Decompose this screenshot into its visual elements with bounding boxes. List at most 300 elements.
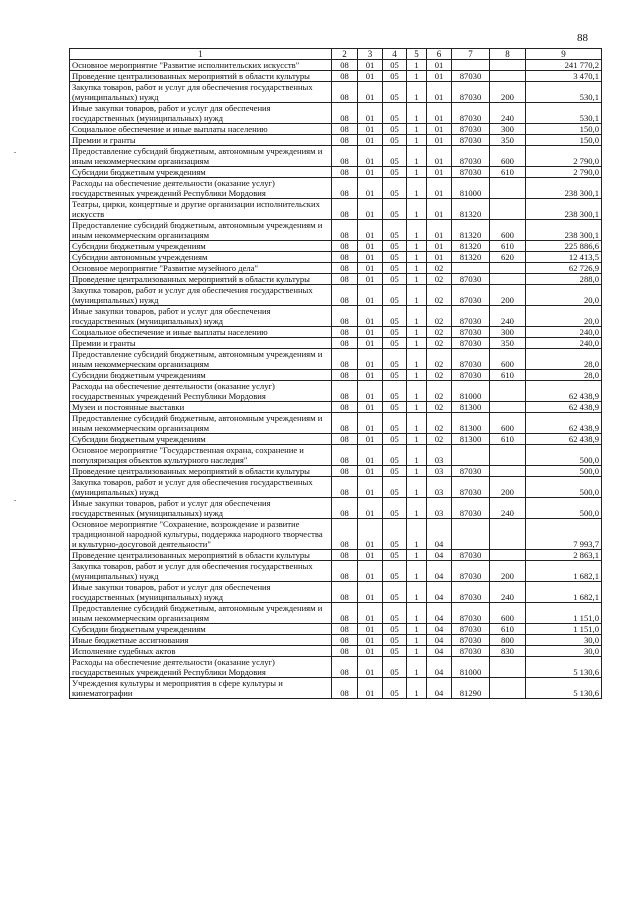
row-target-code: 87030 xyxy=(452,124,490,135)
row-activity: 04 xyxy=(427,635,452,646)
row-amount: 5 130,6 xyxy=(526,678,602,699)
row-subsection: 01 xyxy=(358,561,383,582)
row-program: 05 xyxy=(383,434,407,445)
row-program: 05 xyxy=(383,338,407,349)
row-name: Основное мероприятие "Развитие исполнительских искусств" xyxy=(70,60,332,71)
row-section: 08 xyxy=(332,498,358,519)
row-subprogram: 1 xyxy=(407,678,427,699)
row-activity: 02 xyxy=(427,402,452,413)
row-activity: 03 xyxy=(427,498,452,519)
row-subsection: 01 xyxy=(358,178,383,199)
row-amount: 530,1 xyxy=(526,103,602,124)
row-section: 08 xyxy=(332,402,358,413)
row-activity: 01 xyxy=(427,252,452,263)
row-subprogram: 1 xyxy=(407,624,427,635)
row-subsection: 01 xyxy=(358,550,383,561)
row-subprogram: 1 xyxy=(407,434,427,445)
table-row xyxy=(70,603,602,624)
margin-mark xyxy=(14,500,16,501)
row-program: 05 xyxy=(383,466,407,477)
row-target-code: 87030 xyxy=(452,327,490,338)
row-name: Субсидии бюджетным учреждениям xyxy=(70,434,332,445)
row-subprogram: 1 xyxy=(407,413,427,434)
row-program: 05 xyxy=(383,498,407,519)
row-activity: 01 xyxy=(427,167,452,178)
row-section: 08 xyxy=(332,561,358,582)
row-amount: 62 726,9 xyxy=(526,263,602,274)
row-expense-type: 200 xyxy=(490,561,526,582)
table-row xyxy=(70,274,602,285)
row-expense-type: 300 xyxy=(490,124,526,135)
row-subsection: 01 xyxy=(358,263,383,274)
row-subprogram: 1 xyxy=(407,178,427,199)
row-section: 08 xyxy=(332,582,358,603)
table-row xyxy=(70,657,602,678)
row-section: 08 xyxy=(332,167,358,178)
row-section: 08 xyxy=(332,603,358,624)
row-section: 08 xyxy=(332,124,358,135)
row-section: 08 xyxy=(332,678,358,699)
row-expense-type: 800 xyxy=(490,635,526,646)
row-activity: 02 xyxy=(427,274,452,285)
row-amount: 238 300,1 xyxy=(526,220,602,241)
row-target-code: 87030 xyxy=(452,603,490,624)
row-amount: 225 886,6 xyxy=(526,241,602,252)
row-target-code: 87030 xyxy=(452,82,490,103)
row-target-code xyxy=(452,519,490,550)
row-name: Расходы на обеспечение деятельности (оказание услуг) государственных учреждений Республики Мордовия xyxy=(70,381,332,402)
row-program: 05 xyxy=(383,241,407,252)
row-section: 08 xyxy=(332,550,358,561)
table-row xyxy=(70,646,602,657)
row-activity: 01 xyxy=(427,220,452,241)
row-section: 08 xyxy=(332,327,358,338)
table-row xyxy=(70,60,602,71)
row-subprogram: 1 xyxy=(407,220,427,241)
row-section: 08 xyxy=(332,624,358,635)
row-subprogram: 1 xyxy=(407,477,427,498)
row-expense-type: 350 xyxy=(490,338,526,349)
row-target-code: 87030 xyxy=(452,635,490,646)
row-amount: 20,0 xyxy=(526,306,602,327)
row-expense-type: 610 xyxy=(490,167,526,178)
row-activity: 02 xyxy=(427,285,452,306)
table-row xyxy=(70,252,602,263)
row-activity: 01 xyxy=(427,60,452,71)
budget-table xyxy=(69,48,602,699)
row-subsection: 01 xyxy=(358,124,383,135)
row-program: 05 xyxy=(383,82,407,103)
row-name: Субсидии автономным учреждениям xyxy=(70,252,332,263)
row-activity: 02 xyxy=(427,349,452,370)
row-expense-type xyxy=(490,678,526,699)
row-program: 05 xyxy=(383,413,407,434)
row-subsection: 01 xyxy=(358,635,383,646)
row-activity: 01 xyxy=(427,146,452,167)
row-target-code xyxy=(452,263,490,274)
row-subsection: 01 xyxy=(358,477,383,498)
table-row xyxy=(70,220,602,241)
row-subprogram: 1 xyxy=(407,82,427,103)
row-section: 08 xyxy=(332,657,358,678)
row-name: Иные бюджетные ассигнования xyxy=(70,635,332,646)
row-subsection: 01 xyxy=(358,519,383,550)
row-target-code: 87030 xyxy=(452,477,490,498)
row-name: Учреждения культуры и мероприятия в сфере культуры и кинематографии xyxy=(70,678,332,699)
table-row xyxy=(70,146,602,167)
row-subsection: 01 xyxy=(358,624,383,635)
row-amount: 238 300,1 xyxy=(526,199,602,220)
row-program: 05 xyxy=(383,285,407,306)
row-expense-type xyxy=(490,178,526,199)
row-section: 08 xyxy=(332,338,358,349)
row-section: 08 xyxy=(332,252,358,263)
row-expense-type xyxy=(490,550,526,561)
row-program: 05 xyxy=(383,381,407,402)
table-header-row xyxy=(70,49,602,60)
row-expense-type: 610 xyxy=(490,241,526,252)
row-name: Основное мероприятие "Сохранение, возрождение и развитие традиционной народной культуры, поддержка народного творчества и культурно-досуговой деятельности" xyxy=(70,519,332,550)
row-activity: 04 xyxy=(427,603,452,624)
row-activity: 02 xyxy=(427,413,452,434)
row-section: 08 xyxy=(332,381,358,402)
row-subsection: 01 xyxy=(358,103,383,124)
row-subprogram: 1 xyxy=(407,285,427,306)
row-expense-type: 600 xyxy=(490,603,526,624)
row-target-code: 81300 xyxy=(452,402,490,413)
table-row xyxy=(70,624,602,635)
row-target-code: 87030 xyxy=(452,349,490,370)
row-subsection: 01 xyxy=(358,413,383,434)
row-program: 05 xyxy=(383,561,407,582)
row-subprogram: 1 xyxy=(407,381,427,402)
header-col-9: 9 xyxy=(526,49,602,60)
row-expense-type xyxy=(490,60,526,71)
row-expense-type xyxy=(490,657,526,678)
row-subprogram: 1 xyxy=(407,561,427,582)
row-subsection: 01 xyxy=(358,199,383,220)
row-target-code: 87030 xyxy=(452,146,490,167)
header-col-5: 5 xyxy=(407,49,427,60)
row-activity: 02 xyxy=(427,434,452,445)
row-amount: 2 863,1 xyxy=(526,550,602,561)
row-activity: 01 xyxy=(427,82,452,103)
row-activity: 03 xyxy=(427,466,452,477)
row-name: Предоставление субсидий бюджетным, автономным учреждениям и иным некоммерческим организациям xyxy=(70,146,332,167)
table-row xyxy=(70,263,602,274)
table-row xyxy=(70,103,602,124)
header-col-1: 1 xyxy=(70,49,332,60)
row-subsection: 01 xyxy=(358,71,383,82)
row-expense-type: 350 xyxy=(490,135,526,146)
row-program: 05 xyxy=(383,582,407,603)
table-row xyxy=(70,241,602,252)
row-subsection: 01 xyxy=(358,135,383,146)
row-section: 08 xyxy=(332,82,358,103)
row-expense-type xyxy=(490,71,526,82)
row-target-code: 81320 xyxy=(452,241,490,252)
row-amount: 240,0 xyxy=(526,327,602,338)
row-amount: 238 300,1 xyxy=(526,178,602,199)
row-subprogram: 1 xyxy=(407,124,427,135)
row-program: 05 xyxy=(383,519,407,550)
row-subprogram: 1 xyxy=(407,199,427,220)
header-col-3: 3 xyxy=(358,49,383,60)
row-target-code xyxy=(452,60,490,71)
row-program: 05 xyxy=(383,349,407,370)
row-activity: 01 xyxy=(427,135,452,146)
row-amount: 30,0 xyxy=(526,635,602,646)
table-row xyxy=(70,370,602,381)
row-name: Проведение централизованных мероприятий в области культуры xyxy=(70,274,332,285)
row-program: 05 xyxy=(383,71,407,82)
row-expense-type: 610 xyxy=(490,624,526,635)
row-subprogram: 1 xyxy=(407,135,427,146)
row-activity: 03 xyxy=(427,477,452,498)
row-subsection: 01 xyxy=(358,252,383,263)
row-target-code: 87030 xyxy=(452,338,490,349)
table-row xyxy=(70,561,602,582)
row-target-code: 87030 xyxy=(452,646,490,657)
row-target-code: 87030 xyxy=(452,274,490,285)
table-row xyxy=(70,285,602,306)
row-program: 05 xyxy=(383,135,407,146)
row-subprogram: 1 xyxy=(407,327,427,338)
row-amount: 150,0 xyxy=(526,135,602,146)
row-subsection: 01 xyxy=(358,274,383,285)
row-target-code: 87030 xyxy=(452,306,490,327)
row-program: 05 xyxy=(383,624,407,635)
row-section: 08 xyxy=(332,370,358,381)
row-name: Социальное обеспечение и иные выплаты населению xyxy=(70,124,332,135)
row-program: 05 xyxy=(383,370,407,381)
header-col-6: 6 xyxy=(427,49,452,60)
table-row xyxy=(70,178,602,199)
row-activity: 04 xyxy=(427,561,452,582)
row-target-code: 87030 xyxy=(452,103,490,124)
row-name: Премии и гранты xyxy=(70,135,332,146)
row-target-code: 81000 xyxy=(452,657,490,678)
row-amount: 241 770,2 xyxy=(526,60,602,71)
row-subprogram: 1 xyxy=(407,263,427,274)
table-row xyxy=(70,498,602,519)
row-expense-type: 610 xyxy=(490,434,526,445)
page-number: 88 xyxy=(577,32,588,44)
table-row xyxy=(70,582,602,603)
row-subprogram: 1 xyxy=(407,146,427,167)
header-col-8: 8 xyxy=(490,49,526,60)
row-amount: 240,0 xyxy=(526,338,602,349)
row-target-code: 87030 xyxy=(452,285,490,306)
row-amount: 5 130,6 xyxy=(526,657,602,678)
table-row xyxy=(70,635,602,646)
row-amount: 28,0 xyxy=(526,370,602,381)
row-subsection: 01 xyxy=(358,434,383,445)
row-section: 08 xyxy=(332,413,358,434)
row-name: Театры, цирки, концертные и другие организации исполнительских искусств xyxy=(70,199,332,220)
row-expense-type xyxy=(490,519,526,550)
row-subsection: 01 xyxy=(358,381,383,402)
row-section: 08 xyxy=(332,434,358,445)
row-section: 08 xyxy=(332,103,358,124)
row-expense-type xyxy=(490,263,526,274)
row-expense-type xyxy=(490,402,526,413)
row-expense-type: 830 xyxy=(490,646,526,657)
row-target-code: 87030 xyxy=(452,582,490,603)
row-subsection: 01 xyxy=(358,445,383,466)
row-subsection: 01 xyxy=(358,306,383,327)
margin-mark xyxy=(14,152,16,153)
row-program: 05 xyxy=(383,146,407,167)
row-program: 05 xyxy=(383,103,407,124)
row-subprogram: 1 xyxy=(407,550,427,561)
row-amount: 3 470,1 xyxy=(526,71,602,82)
row-subsection: 01 xyxy=(358,582,383,603)
row-name: Иные закупки товаров, работ и услуг для обеспечения государственных (муниципальных) нужд xyxy=(70,103,332,124)
row-section: 08 xyxy=(332,635,358,646)
row-activity: 01 xyxy=(427,124,452,135)
row-name: Премии и гранты xyxy=(70,338,332,349)
row-activity: 04 xyxy=(427,519,452,550)
row-name: Закупка товаров, работ и услуг для обеспечения государственных (муниципальных) нужд xyxy=(70,82,332,103)
row-program: 05 xyxy=(383,678,407,699)
row-name: Субсидии бюджетным учреждениям xyxy=(70,241,332,252)
table-row xyxy=(70,338,602,349)
row-subsection: 01 xyxy=(358,646,383,657)
row-program: 05 xyxy=(383,445,407,466)
row-amount: 530,1 xyxy=(526,82,602,103)
row-program: 05 xyxy=(383,306,407,327)
row-expense-type: 300 xyxy=(490,327,526,338)
header-col-7: 7 xyxy=(452,49,490,60)
row-subprogram: 1 xyxy=(407,603,427,624)
header-col-4: 4 xyxy=(383,49,407,60)
row-amount: 1 682,1 xyxy=(526,582,602,603)
row-section: 08 xyxy=(332,466,358,477)
row-target-code: 81320 xyxy=(452,252,490,263)
row-activity: 04 xyxy=(427,624,452,635)
row-expense-type: 240 xyxy=(490,306,526,327)
row-subsection: 01 xyxy=(358,402,383,413)
row-section: 08 xyxy=(332,646,358,657)
row-activity: 01 xyxy=(427,199,452,220)
row-subprogram: 1 xyxy=(407,466,427,477)
row-expense-type: 240 xyxy=(490,498,526,519)
row-expense-type: 600 xyxy=(490,220,526,241)
row-amount: 20,0 xyxy=(526,285,602,306)
row-subsection: 01 xyxy=(358,220,383,241)
row-program: 05 xyxy=(383,646,407,657)
row-target-code: 87030 xyxy=(452,135,490,146)
row-program: 05 xyxy=(383,252,407,263)
row-subsection: 01 xyxy=(358,466,383,477)
row-activity: 03 xyxy=(427,445,452,466)
row-subprogram: 1 xyxy=(407,167,427,178)
row-name: Закупка товаров, работ и услуг для обеспечения государственных (муниципальных) нужд xyxy=(70,561,332,582)
row-target-code: 87030 xyxy=(452,550,490,561)
row-target-code: 81000 xyxy=(452,178,490,199)
row-amount: 30,0 xyxy=(526,646,602,657)
row-program: 05 xyxy=(383,402,407,413)
row-activity: 04 xyxy=(427,646,452,657)
row-expense-type xyxy=(490,445,526,466)
row-subprogram: 1 xyxy=(407,498,427,519)
row-subprogram: 1 xyxy=(407,274,427,285)
row-name: Расходы на обеспечение деятельности (оказание услуг) государственных учреждений Республики Мордовия xyxy=(70,178,332,199)
row-subsection: 01 xyxy=(358,285,383,306)
header-col-2: 2 xyxy=(332,49,358,60)
row-program: 05 xyxy=(383,60,407,71)
row-subsection: 01 xyxy=(358,327,383,338)
table-row xyxy=(70,678,602,699)
row-amount: 62 438,9 xyxy=(526,402,602,413)
row-name: Музеи и постоянные выставки xyxy=(70,402,332,413)
table-row xyxy=(70,167,602,178)
row-name: Закупка товаров, работ и услуг для обеспечения государственных (муниципальных) нужд xyxy=(70,285,332,306)
row-program: 05 xyxy=(383,178,407,199)
table-row xyxy=(70,135,602,146)
row-name: Иные закупки товаров, работ и услуг для обеспечения государственных (муниципальных) нужд xyxy=(70,582,332,603)
table-row xyxy=(70,466,602,477)
row-target-code: 81290 xyxy=(452,678,490,699)
row-subprogram: 1 xyxy=(407,338,427,349)
row-name: Предоставление субсидий бюджетным, автономным учреждениям и иным некоммерческим организациям xyxy=(70,413,332,434)
row-section: 08 xyxy=(332,241,358,252)
row-subprogram: 1 xyxy=(407,252,427,263)
row-subprogram: 1 xyxy=(407,370,427,381)
row-amount: 1 682,1 xyxy=(526,561,602,582)
row-program: 05 xyxy=(383,274,407,285)
row-amount: 62 438,9 xyxy=(526,381,602,402)
row-activity: 01 xyxy=(427,241,452,252)
row-subsection: 01 xyxy=(358,678,383,699)
row-expense-type: 200 xyxy=(490,82,526,103)
row-section: 08 xyxy=(332,285,358,306)
row-target-code: 87030 xyxy=(452,167,490,178)
row-amount: 150,0 xyxy=(526,124,602,135)
row-program: 05 xyxy=(383,603,407,624)
row-program: 05 xyxy=(383,263,407,274)
table-row xyxy=(70,402,602,413)
row-activity: 02 xyxy=(427,338,452,349)
row-subprogram: 1 xyxy=(407,71,427,82)
row-expense-type: 240 xyxy=(490,103,526,124)
table-row xyxy=(70,71,602,82)
row-section: 08 xyxy=(332,519,358,550)
row-amount: 2 790,0 xyxy=(526,167,602,178)
row-section: 08 xyxy=(332,178,358,199)
row-target-code: 81300 xyxy=(452,434,490,445)
row-activity: 02 xyxy=(427,263,452,274)
row-subprogram: 1 xyxy=(407,657,427,678)
row-target-code: 81320 xyxy=(452,220,490,241)
row-subprogram: 1 xyxy=(407,445,427,466)
row-amount: 62 438,9 xyxy=(526,434,602,445)
row-section: 08 xyxy=(332,71,358,82)
row-section: 08 xyxy=(332,263,358,274)
table-row xyxy=(70,550,602,561)
row-expense-type: 600 xyxy=(490,349,526,370)
table-row xyxy=(70,306,602,327)
row-activity: 02 xyxy=(427,370,452,381)
table-row xyxy=(70,413,602,434)
row-amount: 500,0 xyxy=(526,445,602,466)
row-activity: 02 xyxy=(427,381,452,402)
row-section: 08 xyxy=(332,445,358,466)
row-name: Проведение централизованных мероприятий в области культуры xyxy=(70,550,332,561)
row-section: 08 xyxy=(332,349,358,370)
row-section: 08 xyxy=(332,306,358,327)
